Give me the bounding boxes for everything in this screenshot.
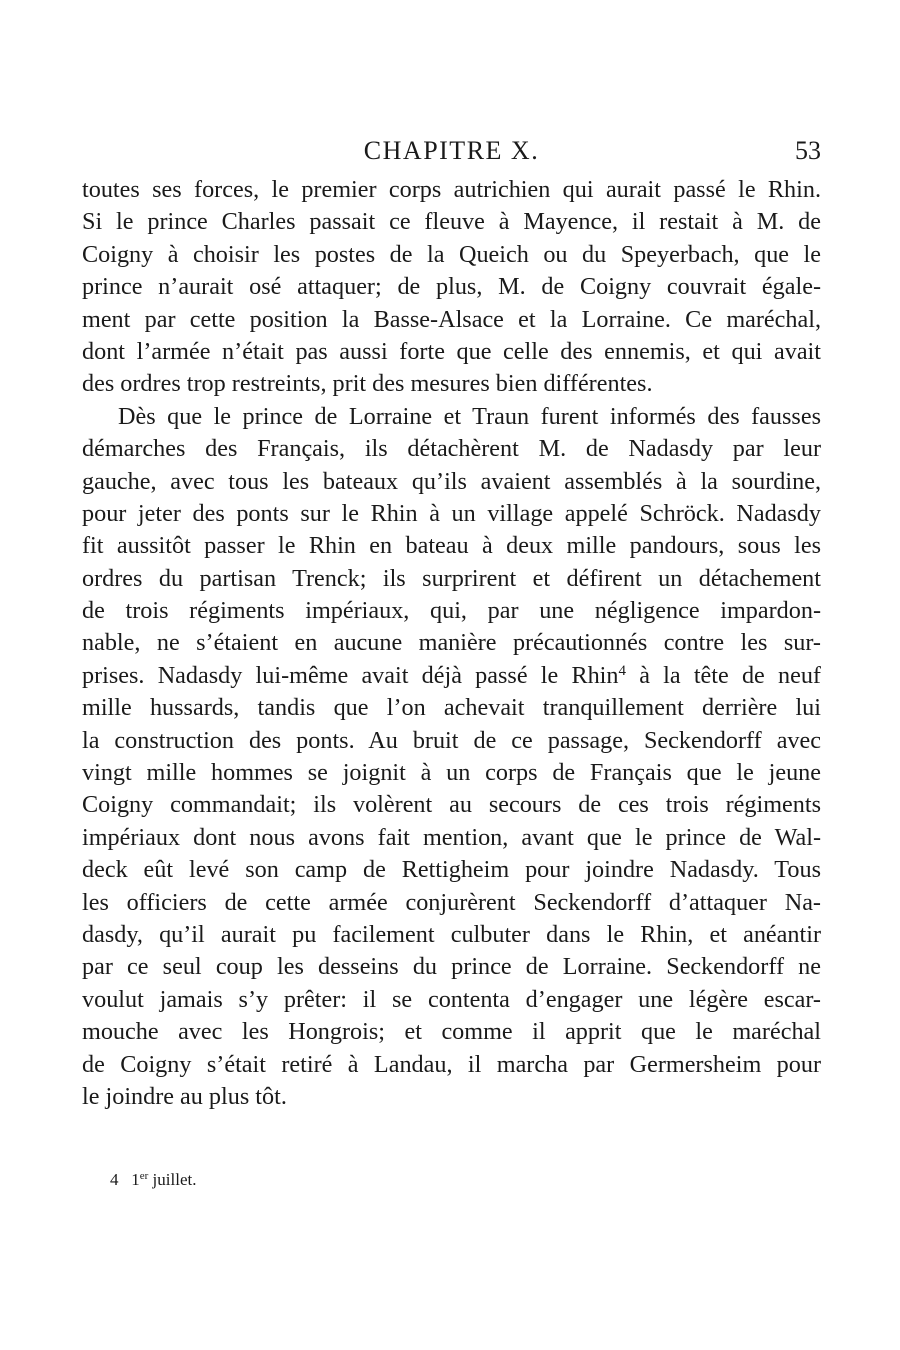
text-line: prince n’aurait osé attaquer; de plus, M. de Coigny couvrait égale-: [82, 273, 821, 301]
footnote-month: juillet.: [152, 1170, 197, 1189]
text-line: Coigny commandait; ils volèrent au secours de ces trois régiments: [82, 791, 821, 819]
body-text: [82, 174, 821, 1113]
text-segment: prises. Nadasdy lui-même avait déjà passé le Rhin: [82, 661, 619, 689]
text-line: vingt mille hommes se joignit à un corps de Français que le jeune: [82, 759, 821, 787]
text-line: voulut jamais s’y prêter: il se contenta d’engager une légère escar-: [82, 985, 821, 1013]
text-line: nable, ne s’étaient en aucune manière précautionnés contre les sur-: [82, 629, 821, 657]
text-line: par ce seul coup les desseins du prince de Lorraine. Seckendorff ne: [82, 953, 821, 981]
page-number: 53: [795, 136, 821, 165]
text-line: impériaux dont nous avons fait mention, avant que le prince de Wal-: [82, 823, 821, 851]
text-line: Coigny à choisir les postes de la Queich ou du Speyerbach, que le: [82, 240, 821, 268]
text-line: mille hussards, tandis que l’on achevait tranquillement derrière lui: [82, 694, 821, 722]
text-line: démarches des Français, ils détachèrent M. de Nadasdy par leur: [82, 435, 821, 463]
text-line: pour jeter des ponts sur le Rhin à un village appelé Schröck. Nadasdy: [82, 499, 821, 527]
text-line: de Coigny s’était retiré à Landau, il marcha par Germersheim pour: [82, 1050, 821, 1078]
footnote: [110, 1168, 196, 1192]
chapter-title: CHAPITRE X.: [363, 136, 540, 165]
text-line: dasdy, qu’il aurait pu facilement culbuter dans le Rhin, et anéantir: [82, 920, 821, 948]
text-line: toutes ses forces, le premier corps autrichien qui aurait passé le Rhin.: [82, 176, 821, 203]
running-header: [82, 134, 821, 168]
text-line: des ordres trop restreints, prit des mesures bien différentes.: [82, 370, 653, 398]
text-line: de trois régiments impériaux, qui, par une négligence impardon-: [82, 597, 821, 625]
text-line: le joindre au plus tôt.: [82, 1082, 287, 1110]
text-line: fit aussitôt passer le Rhin en bateau à deux mille pandours, sous les: [82, 532, 821, 560]
text-line: Si le prince Charles passait ce fleuve à Mayence, il restait à M. de: [82, 208, 821, 236]
text-segment: à la tête de neuf: [626, 661, 821, 689]
footnote-ordinal-suffix: er: [139, 1170, 149, 1182]
text-line: les officiers de cette armée conjurèrent Seckendorff d’attaquer Na-: [82, 888, 821, 916]
text-line: la construction des ponts. Au bruit de ce passage, Seckendorff avec: [82, 726, 821, 754]
text-line: dont l’armée n’était pas aussi forte que celle des ennemis, et qui avait: [82, 337, 821, 365]
text-line: gauche, avec tous les bateaux qu’ils avaient assemblés à la sourdine,: [82, 467, 821, 495]
text-line-with-footnote: [82, 660, 821, 692]
text-line: ordres du partisan Trenck; ils surprirent et défirent un détachement: [82, 564, 821, 592]
text-line: deck eût levé son camp de Rettigheim pour joindre Nadasdy. Tous: [82, 856, 821, 884]
footnote-day: 1: [131, 1170, 140, 1189]
footnote-number: 4: [110, 1170, 119, 1189]
text-line: mouche avec les Hongrois; et comme il apprit que le maréchal: [82, 1018, 821, 1046]
text-line: ment par cette position la Basse-Alsace et la Lorraine. Ce maréchal,: [82, 305, 821, 333]
footnote-marker: 4: [618, 662, 626, 679]
text-line: Dès que le prince de Lorraine et Traun furent informés des fausses: [118, 402, 821, 430]
